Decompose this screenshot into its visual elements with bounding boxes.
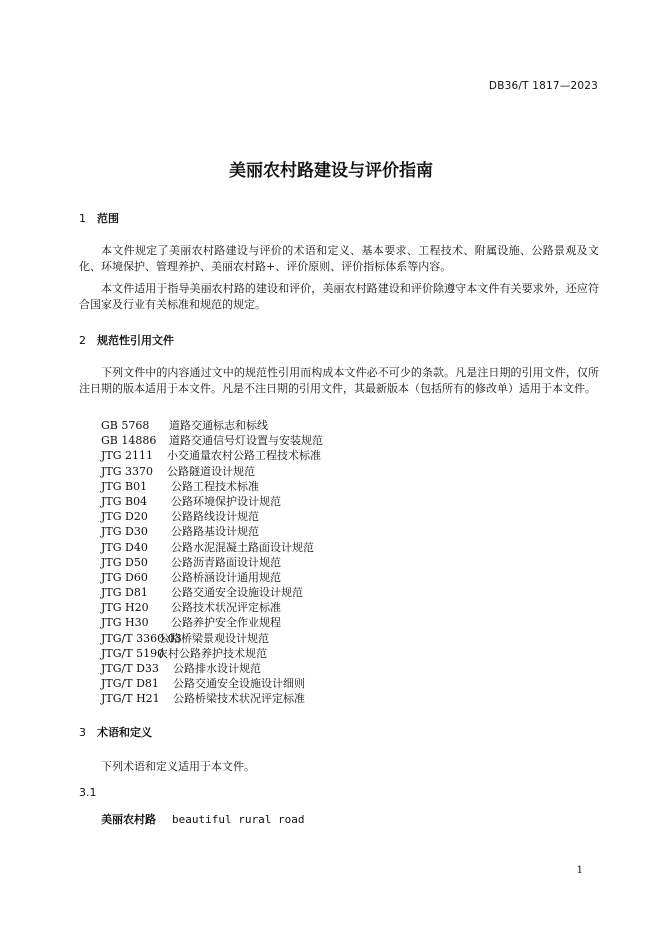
reference-item: [101, 585, 323, 600]
reference-code: JTG 2111: [101, 449, 154, 463]
reference-title: 公路交通安全设施设计细则: [173, 677, 305, 691]
term-entry: [101, 811, 304, 827]
reference-title: 公路排水设计规范: [173, 662, 261, 675]
reference-item: [101, 570, 323, 585]
reference-item: [101, 418, 323, 433]
reference-title: 公路桥涵设计通用规范: [171, 570, 281, 584]
section-number: 3: [79, 726, 86, 739]
reference-title: 公路工程技术标准: [171, 479, 259, 493]
reference-code: JTG/T D33: [101, 662, 159, 675]
section-heading-terms: [79, 724, 152, 740]
reference-title: 公路水泥混凝土路面设计规范: [171, 540, 314, 554]
section-number: 1: [79, 212, 86, 225]
reference-title: 小交通量农村公路工程技术标准: [167, 449, 321, 463]
scope-paragraph-2: 本文件适用于指导美丽农村路的建设和评价，美丽农村路建设和评价除遵守本文件有关要求外，还应符合国家及行业有关标准和规范的规定。: [79, 282, 599, 311]
section-heading-text: 术语和定义: [97, 726, 152, 739]
reference-title: 公路桥梁景观设计规范: [159, 631, 269, 645]
reference-code: JTG D40: [101, 540, 148, 554]
reference-item: [101, 433, 323, 448]
reference-item: [101, 691, 323, 706]
reference-list: [101, 418, 323, 707]
reference-code: GB 5768: [101, 419, 150, 432]
reference-title: 公路路线设计规范: [171, 510, 259, 524]
reference-item: [101, 448, 323, 463]
term-chinese: 美丽农村路: [101, 813, 156, 826]
reference-item: [101, 479, 323, 494]
scope-paragraph-1: 本文件规定了美丽农村路建设与评价的术语和定义、基本要求、工程技术、附属设施、公路景观及文化、环境保护、管理养护、美丽农村路+、评价原则、评价指标体系等内容。: [79, 244, 599, 273]
reference-title: 道路交通信号灯设置与安装规范: [169, 434, 323, 448]
reference-code: JTG D50: [101, 555, 148, 569]
reference-code: JTG D20: [101, 510, 148, 524]
reference-code: JTG/T D81: [101, 677, 159, 691]
reference-code: JTG/T H21: [101, 692, 160, 706]
reference-code: GB 14886: [101, 434, 157, 448]
normative-intro-paragraph: 下列文件中的内容通过文中的规范性引用而构成本文件必不可少的条款。凡是注日期的引用文件，仅所注日期的版本适用于本文件。凡是不注日期的引用文件，其最新版本（包括所有的修改单）适用于本文件。: [79, 366, 599, 395]
section-heading-normative: [79, 332, 174, 348]
section-heading-scope: [79, 210, 119, 226]
reference-code: JTG D81: [101, 586, 148, 600]
reference-item: [101, 494, 323, 509]
reference-item: [101, 509, 323, 524]
reference-title: 道路交通标志和标线: [169, 419, 268, 432]
section-heading-text: 范围: [97, 212, 119, 225]
reference-code: JTG B04: [101, 494, 148, 508]
reference-title: 公路桥梁技术状况评定标准: [173, 692, 305, 706]
reference-title: 公路养护安全作业规程: [171, 616, 281, 630]
reference-item: [101, 631, 323, 646]
page-title: 美丽农村路建设与评价指南: [229, 161, 433, 181]
reference-item: [101, 661, 323, 676]
reference-item: [101, 555, 323, 570]
reference-code: JTG/T 5190: [101, 646, 165, 660]
reference-item: [101, 464, 323, 479]
term-number: 3.1: [79, 786, 97, 799]
terms-intro-paragraph: 下列术语和定义适用于本文件。: [101, 760, 255, 773]
reference-item: [101, 646, 323, 661]
reference-code: JTG D30: [101, 525, 148, 539]
reference-item: [101, 615, 323, 630]
reference-code: JTG D60: [101, 570, 148, 584]
reference-title: 公路环境保护设计规范: [171, 494, 281, 508]
reference-item: [101, 676, 323, 691]
reference-code: JTG H20: [101, 601, 149, 615]
reference-item: [101, 524, 323, 539]
reference-code: JTG B01: [101, 479, 148, 493]
reference-code: JTG H30: [101, 616, 149, 630]
reference-item: [101, 600, 323, 615]
reference-title: 公路技术状况评定标准: [171, 601, 281, 615]
reference-title: 公路路基设计规范: [171, 525, 259, 539]
document-id: DB36/T 1817—2023: [488, 80, 598, 92]
reference-code: JTG 3370: [101, 464, 154, 478]
reference-code: JTG/T 3360-03: [101, 631, 182, 645]
reference-title: 公路沥青路面设计规范: [171, 555, 281, 569]
section-heading-text: 规范性引用文件: [97, 334, 174, 347]
term-english: beautiful rural road: [172, 813, 305, 826]
reference-title: 公路隧道设计规范: [167, 464, 255, 478]
section-number: 2: [79, 334, 86, 347]
reference-item: [101, 540, 323, 555]
reference-title: 农村公路养护技术规范: [157, 646, 267, 660]
reference-title: 公路交通安全设施设计规范: [171, 586, 303, 600]
page-number: 1: [576, 865, 583, 876]
